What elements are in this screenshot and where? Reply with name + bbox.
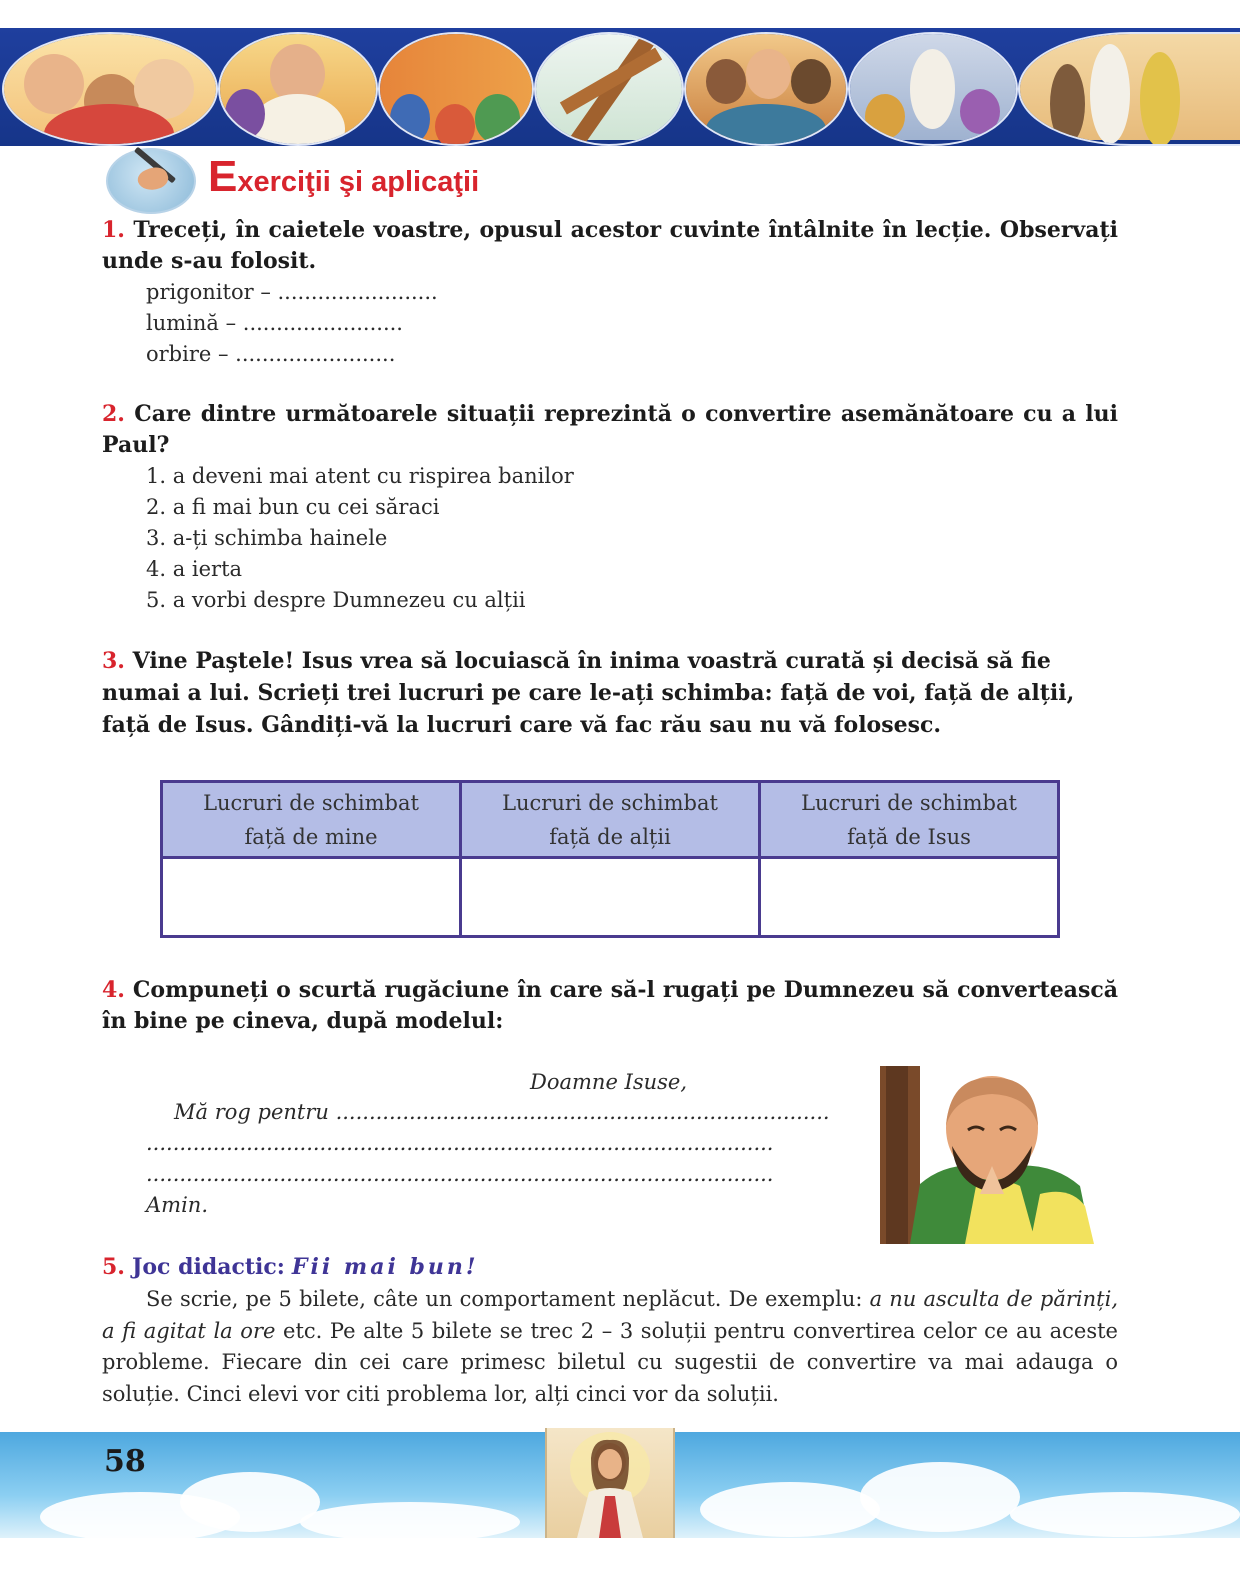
table-header-others: Lucruri de schimbat față de alții — [461, 782, 760, 858]
changes-table — [160, 780, 1060, 938]
praying-paul-illustration — [880, 1066, 1112, 1244]
exercise-2-option: 4. a ierta — [146, 557, 243, 581]
table-cell-others[interactable] — [461, 858, 760, 937]
exercise-1-item: orbire – ........................ — [146, 342, 396, 366]
exercise-5-title: 5. Joc didactic: Fii mai bun! — [102, 1254, 479, 1280]
banner-illustration-crowd — [378, 32, 534, 146]
prayer-greeting: Doamne Isuse, — [530, 1070, 688, 1094]
top-banner — [0, 28, 1240, 146]
exercise-2-option: 3. a-ți schimba hainele — [146, 526, 388, 550]
table-cell-jesus[interactable] — [760, 858, 1059, 937]
exercise-2-question: 2. Care dintre următoarele situații reprezintă o convertire asemănătoare cu a lui Paul? — [102, 401, 1118, 458]
exercise-1-item: prigonitor – ........................ — [146, 280, 438, 304]
exercise-5-instructions: Se scrie, pe 5 bilete, câte un comportament neplăcut. De exemplu: a nu asculta de părinți, a fi agitat la ore etc. Pe alte 5 bilete se trec 2 – 3 soluții pentru convertirea celor ce au aceste probleme. Fiecare din cei care primesc biletul cu sugestii de convertire va mai adauga o soluție. Cinci elevi vor citi problema lor, alți cinci vor da soluții. — [102, 1287, 1118, 1406]
writing-hand-icon — [106, 148, 196, 214]
banner-illustration-emmaus — [1018, 32, 1240, 146]
exercise-3-question: 3. Vine Paştele! Isus vrea să locuiască în inima voastră curată și decisă să fie numai a lui. Scrieți trei lucruri pe care le-ați schimba: față de voi, față de alții, față de Isus. Gândiți-vă la lucruri care vă fac rău sau nu vă folosesc. — [102, 648, 1075, 738]
banner-illustration-temple — [848, 32, 1018, 146]
jesus-illustration — [545, 1428, 675, 1538]
exercise-2-option: 1. a deveni mai atent cu rispirea banilor — [146, 464, 574, 488]
banner-illustration-cross — [534, 32, 684, 146]
table-header-self: Lucruri de schimbat față de mine — [162, 782, 461, 858]
banner-illustration-family — [2, 32, 218, 146]
banner-illustration-jesus-teaching — [218, 32, 378, 146]
banner-illustration-last-supper — [684, 32, 848, 146]
exercise-1-question: 1. Treceți, în caietele voastre, opusul acestor cuvinte întâlnite în lecție. Observați unde s-au folosit. — [102, 217, 1118, 274]
table-cell-self[interactable] — [162, 858, 461, 937]
page-number: 58 — [104, 1444, 146, 1479]
exercise-2-option: 2. a fi mai bun cu cei săraci — [146, 495, 440, 519]
prayer-closing: Amin. — [146, 1193, 208, 1217]
prayer-line: .............................................................................................. — [146, 1162, 774, 1186]
exercise-1-item: lumină – ........................ — [146, 311, 403, 335]
section-title: Exerciţii şi aplicaţii — [208, 152, 480, 201]
table-header-jesus: Lucruri de schimbat față de Isus — [760, 782, 1059, 858]
exercise-4-question: 4. Compuneți o scurtă rugăciune în care să-l rugați pe Dumnezeu să convertească în bine pe cineva, după modelul: — [102, 977, 1118, 1034]
exercise-2-option: 5. a vorbi despre Dumnezeu cu alții — [146, 588, 526, 612]
prayer-line: .............................................................................................. — [146, 1131, 774, 1155]
prayer-line: Mă rog pentru .......................................................................... — [174, 1100, 830, 1124]
